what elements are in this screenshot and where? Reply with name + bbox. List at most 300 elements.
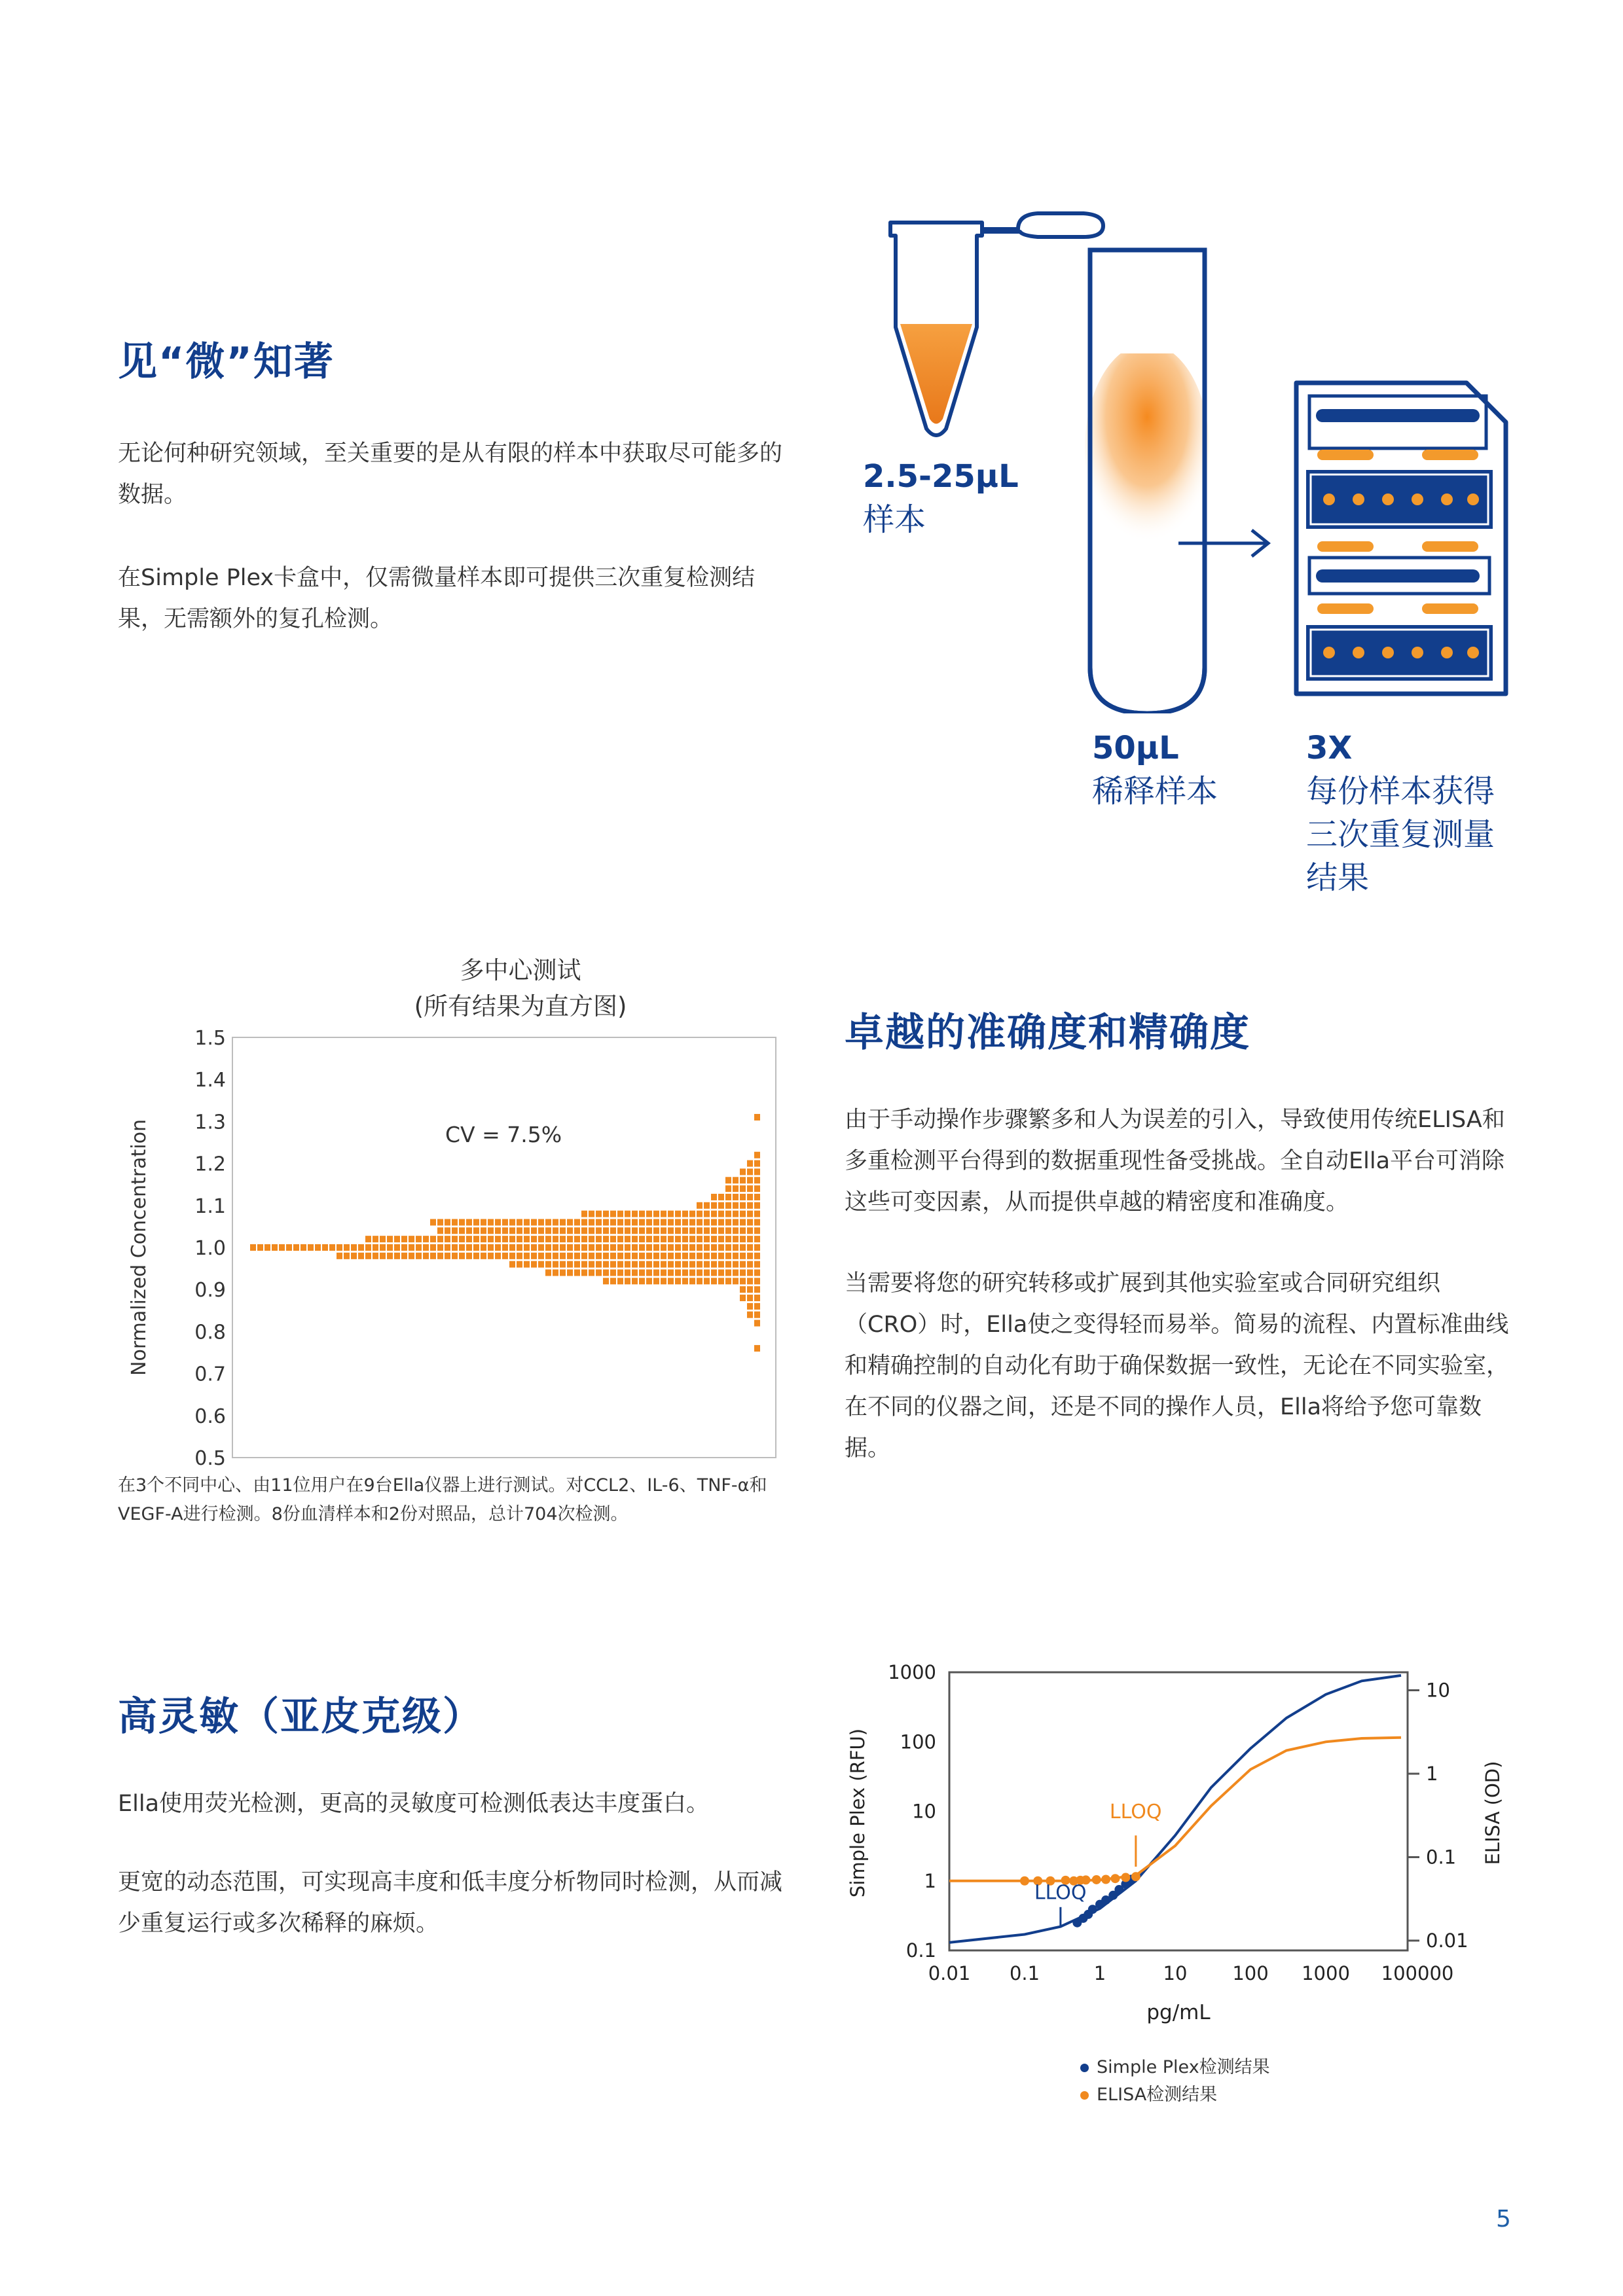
histogram-mark [711,1278,717,1284]
histogram-mark [740,1202,746,1209]
histogram-mark [538,1227,544,1234]
histogram-mark [452,1219,458,1225]
chart-legend [1080,2054,1270,2109]
histogram-mark [589,1244,594,1251]
histogram-mark [567,1227,573,1234]
histogram-mark [553,1253,558,1259]
histogram-mark [733,1244,739,1251]
histogram-mark [423,1253,429,1259]
histogram-mark [682,1244,688,1251]
histogram-mark [387,1236,393,1242]
histogram-mark [531,1227,537,1234]
histogram-mark [747,1286,753,1293]
histogram-mark [625,1219,630,1225]
histogram-mark [661,1244,666,1251]
histogram-mark [617,1261,623,1268]
histogram-mark [257,1244,263,1251]
histogram-mark [409,1253,414,1259]
histogram-mark [409,1244,414,1251]
histogram-mark [589,1227,594,1234]
legend-dot-blue [1080,2064,1089,2072]
histogram-mark [682,1253,688,1259]
histogram-mark [610,1236,616,1242]
histogram-mark [553,1244,558,1251]
histogram-mark [704,1261,710,1268]
histogram-mark [545,1270,551,1276]
histogram-mark [560,1227,566,1234]
histogram-mark [517,1219,522,1225]
histogram-mark [517,1236,522,1242]
histogram-mark [668,1261,674,1268]
histogram-mark [747,1244,753,1251]
histogram-mark [682,1270,688,1276]
histogram-mark [682,1236,688,1242]
lloq-label: LLOQ [1034,1881,1087,1905]
sample-illustration [851,190,1539,713]
legend-item-elisa [1080,2081,1270,2109]
histogram-mark [581,1244,587,1251]
histogram-mark [509,1227,515,1234]
histogram-mark [754,1185,760,1192]
elisa-point [1020,1876,1029,1886]
histogram-mark [625,1244,630,1251]
histogram-mark [718,1202,724,1209]
histogram-mark [740,1236,746,1242]
histogram-mark [747,1253,753,1259]
histogram-mark [437,1236,443,1242]
histogram-mark [466,1219,472,1225]
histogram-mark [754,1160,760,1167]
histogram-mark [581,1219,587,1225]
histogram-mark [725,1261,731,1268]
histogram-mark [351,1253,357,1259]
histogram-mark [574,1261,580,1268]
histogram-mark [524,1227,530,1234]
replicates-line1: 每份样本获得 [1306,773,1495,810]
histogram-mark [682,1278,688,1284]
histogram-mark [488,1227,494,1234]
histogram-ytick: 1.1 [194,1194,226,1218]
histogram-mark [394,1244,400,1251]
elisa-point [1110,1874,1120,1883]
histogram-mark [610,1244,616,1251]
histogram-mark [754,1345,760,1352]
histogram-mark [545,1236,551,1242]
histogram-mark [661,1253,666,1259]
histogram-mark [567,1253,573,1259]
histogram-mark [697,1219,702,1225]
histogram-mark [668,1236,674,1242]
sensitivity-y2tick: 0.1 [1426,1846,1457,1869]
histogram-mark [725,1194,731,1200]
histogram-mark [545,1253,551,1259]
histogram-mark [704,1278,710,1284]
histogram-mark [481,1227,486,1234]
histogram-mark [718,1270,724,1276]
histogram-mark [625,1236,630,1242]
histogram-mark [581,1253,587,1259]
histogram-mark [740,1219,746,1225]
histogram-mark [473,1244,479,1251]
histogram-mark [473,1236,479,1242]
histogram-mark [509,1261,515,1268]
sensitivity-xtick: 0.1 [1009,1962,1040,1984]
microtube-icon [890,213,1103,435]
histogram-mark [531,1261,537,1268]
histogram-mark [517,1253,522,1259]
histogram-mark [596,1227,602,1234]
histogram-mark [632,1253,638,1259]
histogram-mark [733,1177,739,1183]
histogram-mark [524,1261,530,1268]
histogram-mark [459,1236,465,1242]
histogram-mark [610,1278,616,1284]
histogram-ytick: 1.4 [194,1069,226,1092]
histogram-mark [639,1278,645,1284]
histogram-mark [293,1244,299,1251]
histogram-mark [653,1244,659,1251]
histogram-mark [733,1194,739,1200]
histogram-mark [589,1261,594,1268]
histogram-mark [524,1236,530,1242]
histogram-mark [495,1227,501,1234]
histogram-mark [553,1270,558,1276]
histogram-mark [661,1219,666,1225]
histogram-mark [545,1227,551,1234]
histogram-mark [380,1244,386,1251]
sensitivity-ytick: 1 [924,1869,936,1892]
histogram-mark [459,1219,465,1225]
histogram-ytick: 0.7 [194,1363,226,1386]
histogram-mark [509,1219,515,1225]
histogram-mark [675,1227,681,1234]
histogram-mark [452,1236,458,1242]
histogram-mark [581,1261,587,1268]
histogram-mark [668,1253,674,1259]
histogram-mark [704,1236,710,1242]
histogram-mark [603,1244,609,1251]
histogram-mark [639,1261,645,1268]
histogram-mark [653,1270,659,1276]
histogram-mark [459,1244,465,1251]
histogram-mark [632,1236,638,1242]
dilute-volume-caption: 稀释样本 [1092,773,1218,810]
histogram-mark [373,1253,378,1259]
histogram-mark [250,1244,256,1251]
page-number: 5 [1496,2206,1511,2233]
histogram-mark [445,1236,450,1242]
histogram-mark [754,1168,760,1175]
histogram-mark [452,1253,458,1259]
histogram-mark [481,1244,486,1251]
histogram-mark [718,1219,724,1225]
histogram-mark [718,1227,724,1234]
histogram-mark [488,1244,494,1251]
histogram-mark [394,1236,400,1242]
histogram-mark [445,1244,450,1251]
histogram-mark [689,1253,695,1259]
histogram-mark [668,1211,674,1217]
sensitivity-xtick: 1 [1093,1962,1106,1984]
section2-para1: 由于手动操作步骤繁多和人为误差的引入，导致使用传统ELISA和多重检测平台得到的数据重现性备受挑战。全自动Ella平台可消除这些可变因素，从而提供卓越的精密度和准确度。 [845,1107,1505,1215]
histogram-mark [416,1244,422,1251]
histogram-mark [560,1270,566,1276]
histogram-mark [733,1211,739,1217]
histogram-title-line2: (所有结果为直方图) [414,992,627,1020]
histogram-mark [711,1211,717,1217]
histogram-mark [632,1270,638,1276]
histogram-mark [322,1244,328,1251]
histogram-mark [711,1219,717,1225]
histogram-mark [704,1253,710,1259]
histogram-mark [682,1211,688,1217]
histogram-mark [488,1253,494,1259]
histogram-mark [704,1211,710,1217]
histogram-mark [574,1244,580,1251]
histogram-mark [697,1236,702,1242]
histogram-mark [509,1236,515,1242]
histogram-mark [531,1244,537,1251]
histogram-mark [423,1236,429,1242]
section2-heading: 卓越的准确度和精确度 [845,1010,1250,1056]
histogram-mark [653,1261,659,1268]
histogram-mark [639,1244,645,1251]
histogram-mark [517,1261,522,1268]
histogram-mark [430,1253,436,1259]
histogram-mark [725,1219,731,1225]
histogram-mark [668,1270,674,1276]
legend-label-elisa: ELISA检测结果 [1097,2085,1218,2105]
histogram-mark [373,1236,378,1242]
small-volume-caption: 样本 [863,501,926,538]
histogram-mark [754,1202,760,1209]
histogram-mark [437,1244,443,1251]
histogram-mark [509,1253,515,1259]
histogram-mark [653,1236,659,1242]
histogram-mark [682,1227,688,1234]
histogram-mark [589,1219,594,1225]
histogram-mark [394,1253,400,1259]
sensitivity-plot-frame [949,1672,1408,1950]
histogram-mark [639,1270,645,1276]
histogram-mark [646,1236,652,1242]
histogram-mark [747,1236,753,1242]
histogram-mark [466,1253,472,1259]
histogram-mark [653,1227,659,1234]
sensitivity-ylabel: Simple Plex (RFU) [847,1728,869,1898]
histogram-mark [740,1185,746,1192]
histogram-mark [740,1278,746,1284]
histogram-title-line1: 多中心测试 [460,956,581,984]
histogram-mark [661,1261,666,1268]
histogram-mark [675,1270,681,1276]
histogram-ytick: 0.5 [194,1447,226,1466]
sensitivity-xtick: 0.01 [928,1962,971,1984]
histogram-mark [517,1244,522,1251]
histogram-mark [733,1270,739,1276]
elisa-point [1092,1875,1101,1884]
histogram-mark [264,1244,270,1251]
histogram-mark [725,1236,731,1242]
histogram-mark [689,1270,695,1276]
histogram-mark [740,1177,746,1183]
histogram-mark [632,1211,638,1217]
replicates-label [1306,726,1495,899]
histogram-mark [473,1227,479,1234]
histogram-mark [733,1219,739,1225]
histogram-mark [682,1219,688,1225]
histogram-mark [553,1236,558,1242]
histogram-mark [538,1253,544,1259]
histogram-mark [437,1253,443,1259]
legend-item-simpleplex [1080,2054,1270,2081]
histogram-mark [646,1211,652,1217]
histogram-mark [711,1202,717,1209]
histogram-mark [625,1270,630,1276]
histogram-mark [704,1202,710,1209]
histogram-mark [358,1253,364,1259]
histogram-mark [365,1236,371,1242]
histogram-mark [689,1211,695,1217]
histogram-mark [488,1219,494,1225]
histogram-mark [596,1219,602,1225]
histogram-mark [365,1244,371,1251]
histogram-mark [387,1244,393,1251]
sensitivity-xtick: 10 [1163,1962,1188,1984]
histogram-mark [553,1261,558,1268]
histogram-mark [567,1219,573,1225]
histogram-mark [689,1227,695,1234]
histogram-mark [574,1227,580,1234]
histogram-mark [574,1219,580,1225]
histogram-mark [747,1261,753,1268]
histogram-ytick: 1.2 [194,1153,226,1176]
histogram-mark [754,1244,760,1251]
histogram-ytick: 1.3 [194,1111,226,1134]
histogram-mark [589,1270,594,1276]
histogram-ytick: 1.5 [194,1027,226,1050]
histogram-mark [675,1253,681,1259]
histogram-mark [279,1244,285,1251]
histogram-mark [689,1236,695,1242]
histogram-mark [740,1194,746,1200]
histogram-mark [711,1253,717,1259]
histogram-mark [754,1152,760,1158]
histogram-mark [725,1211,731,1217]
histogram-mark [466,1244,472,1251]
histogram-mark [740,1227,746,1234]
replicates-value: 3X [1306,730,1353,766]
sensitivity-y2label: ELISA (OD) [1482,1761,1504,1865]
cartridge-icon [1296,383,1506,694]
histogram-mark [661,1278,666,1284]
histogram-mark [365,1253,371,1259]
histogram-mark [617,1244,623,1251]
replicates-line2: 三次重复测量 [1306,816,1495,853]
histogram-mark [754,1278,760,1284]
histogram-mark [718,1278,724,1284]
section1-para2: 在Simple Plex卡盒中，仅需微量样本即可提供三次重复检测结果，无需额外的复孔检测。 [118,565,756,632]
histogram-mark [740,1270,746,1276]
histogram-mark [697,1261,702,1268]
histogram-mark [538,1219,544,1225]
histogram-mark [747,1194,753,1200]
histogram-mark [646,1253,652,1259]
histogram-mark [409,1236,414,1242]
histogram-mark [387,1253,393,1259]
section2-para2: 当需要将您的研究转移或扩展到其他实验室或合同研究组织（CRO）时，Ella使之变得轻而易举。简易的流程、内置标准曲线和精确控制的自动化有助于确保数据一致性，无论在不同实验室，在不同的仪器之间，还是不同的操作人员，Ella将给予您可靠数据。 [845,1270,1510,1462]
histogram-mark [697,1227,702,1234]
histogram-mark [718,1194,724,1200]
histogram-mark [675,1261,681,1268]
histogram-mark [711,1261,717,1268]
histogram-mark [754,1320,760,1327]
histogram-mark [610,1227,616,1234]
histogram-mark [617,1253,623,1259]
histogram-mark [697,1211,702,1217]
histogram-mark [459,1253,465,1259]
histogram-mark [517,1227,522,1234]
histogram-mark [711,1227,717,1234]
histogram-mark [704,1244,710,1251]
histogram-mark [632,1227,638,1234]
histogram-title [236,952,805,1024]
histogram-mark [337,1244,342,1251]
histogram-mark [603,1219,609,1225]
histogram-mark [711,1270,717,1276]
histogram-mark [704,1219,710,1225]
histogram-mark [401,1253,407,1259]
histogram-mark [718,1211,724,1217]
histogram-mark [617,1227,623,1234]
histogram-mark [625,1261,630,1268]
histogram-mark [639,1236,645,1242]
sensitivity-ytick: 0.1 [905,1939,936,1962]
histogram-ytick: 0.6 [194,1405,226,1428]
histogram-mark [495,1219,501,1225]
histogram-mark [747,1211,753,1217]
histogram-mark [553,1227,558,1234]
sensitivity-chart [838,1649,1552,2121]
histogram-mark [646,1261,652,1268]
histogram-mark [689,1278,695,1284]
histogram-mark [754,1211,760,1217]
histogram-mark [754,1177,760,1183]
histogram-mark [603,1261,609,1268]
histogram-mark [747,1295,753,1301]
histogram-mark [740,1244,746,1251]
histogram-mark [646,1244,652,1251]
histogram-mark [754,1286,760,1293]
histogram-mark [754,1261,760,1268]
histogram-mark [502,1244,508,1251]
histogram-mark [495,1244,501,1251]
histogram-mark [459,1227,465,1234]
histogram-mark [488,1236,494,1242]
histogram-mark [617,1236,623,1242]
histogram-mark [697,1253,702,1259]
section3-para2: 更宽的动态范围，可实现高丰度和低丰度分析物同时检测，从而减少重复运行或多次稀释的麻烦。 [118,1869,783,1937]
histogram-mark [430,1219,436,1225]
histogram-mark [380,1253,386,1259]
histogram-mark [272,1244,278,1251]
histogram-mark [567,1261,573,1268]
histogram-mark [560,1236,566,1242]
histogram-mark [754,1295,760,1301]
histogram-mark [668,1219,674,1225]
histogram-mark [632,1219,638,1225]
histogram-mark [646,1270,652,1276]
